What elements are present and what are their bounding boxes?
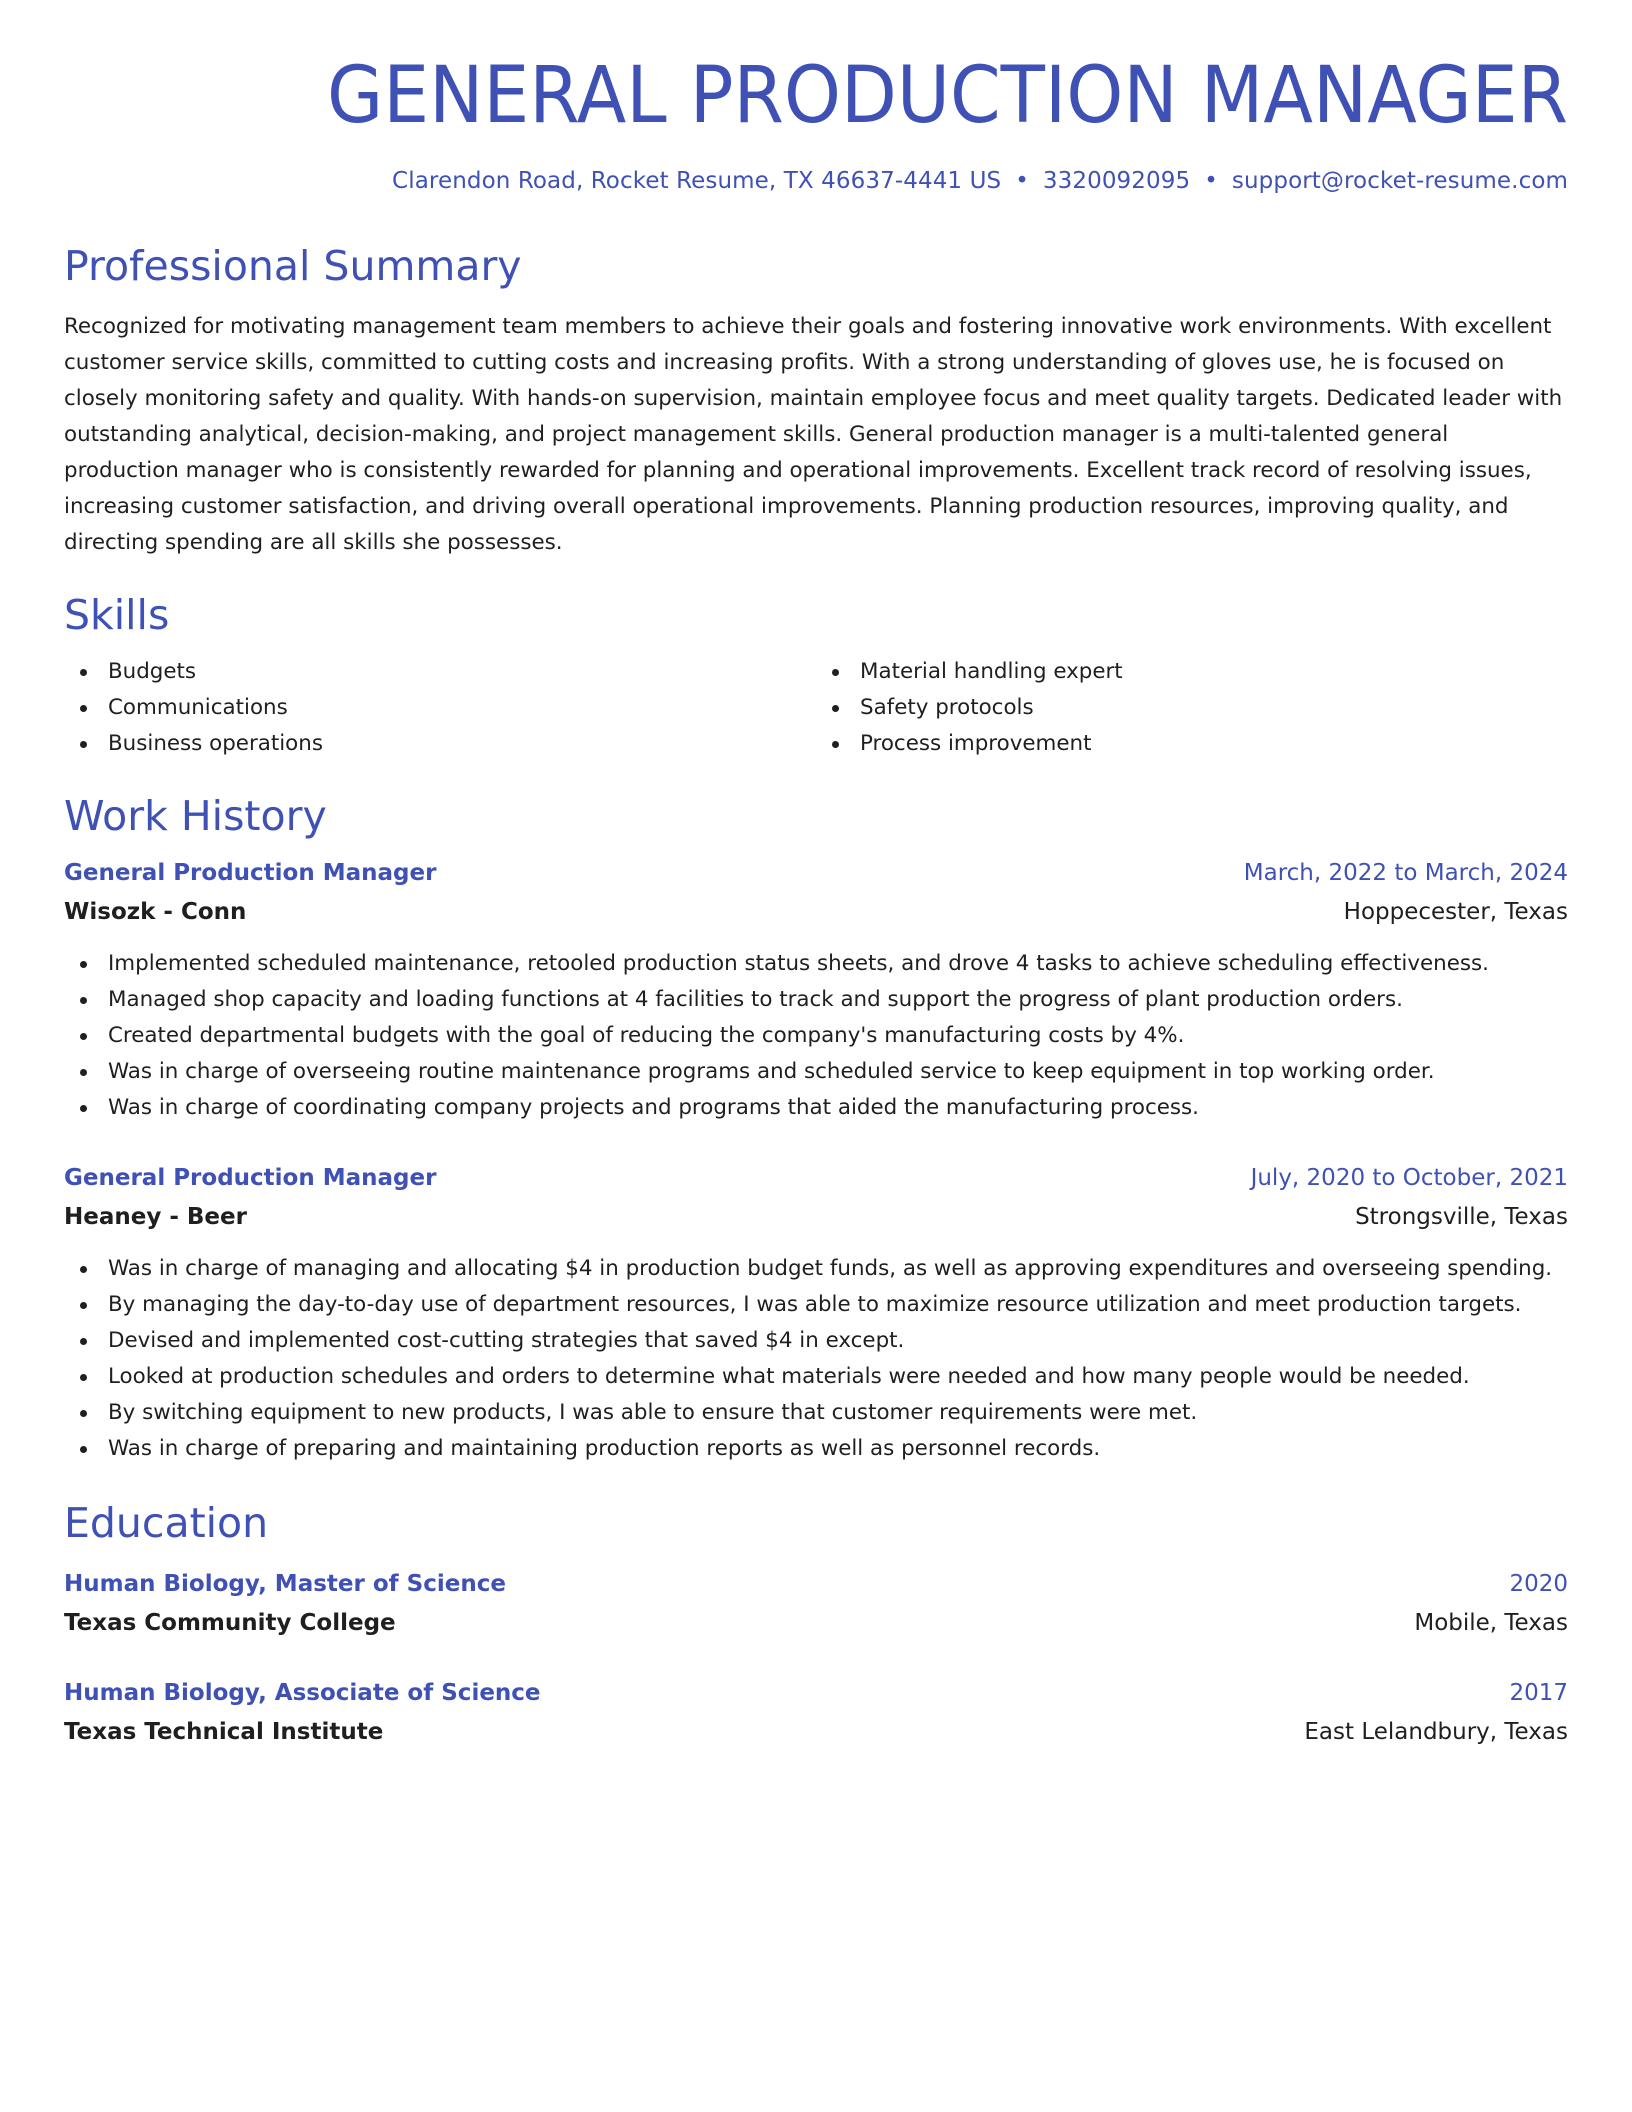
job-dates: March, 2022 to March, 2024: [1243, 860, 1568, 887]
education-header-row: [64, 1675, 1568, 1711]
resume-title: GENERAL PRODUCTION MANAGER: [327, 51, 1569, 141]
skills-heading: Skills: [64, 590, 170, 639]
job-bullet: Devised and implemented cost-cutting strategies that saved $4 in except.: [64, 1323, 1568, 1359]
job-bullet: Implemented scheduled maintenance, retooled production status sheets, and drove 4 tasks to achieve scheduling effectiveness.: [64, 946, 1568, 982]
job-title: General Production Manager: [64, 860, 437, 887]
summary-section: [64, 242, 1568, 561]
job-org-row: [64, 1196, 1568, 1235]
skill-item: Material handling expert: [816, 654, 1568, 690]
work-history-heading: Work History: [64, 792, 327, 841]
contact-address: Clarendon Road, Rocket Resume, TX 46637-4441 US: [392, 167, 1002, 194]
job-bullets: [64, 1251, 1568, 1467]
job-bullet: Was in charge of preparing and maintaining production reports as well as personnel records.: [64, 1431, 1568, 1467]
job-bullet: Managed shop capacity and loading functions at 4 facilities to track and support the progress of plant production orders.: [64, 982, 1568, 1018]
job-bullet: Was in charge of overseeing routine maintenance programs and scheduled service to keep equipment in top working order.: [64, 1054, 1568, 1090]
job-bullet: Created departmental budgets with the goal of reducing the company's manufacturing costs by 4%.: [64, 1018, 1568, 1054]
education-year: 2017: [1509, 1680, 1568, 1707]
education-school-row: [64, 1602, 1568, 1641]
job-bullet: By managing the day-to-day use of department resources, I was able to maximize resource utilization and meet production targets.: [64, 1287, 1568, 1323]
contact-separator: •: [1015, 167, 1029, 194]
skills-section: [64, 591, 1568, 762]
skill-item: Safety protocols: [816, 690, 1568, 726]
education-degree: Human Biology, Associate of Science: [64, 1680, 541, 1707]
contact-phone: 3320092095: [1042, 167, 1191, 194]
job-company: Heaney - Beer: [64, 1204, 247, 1231]
education-degree: Human Biology, Master of Science: [64, 1571, 506, 1598]
job-entry: [64, 855, 1568, 1126]
job-header-row: [64, 855, 1568, 891]
education-entry: [64, 1566, 1568, 1641]
skill-item: Business operations: [64, 726, 816, 762]
skills-column-right: [816, 654, 1568, 762]
job-bullets: [64, 946, 1568, 1126]
education-heading: Education: [64, 1499, 269, 1548]
job-location: Strongsville, Texas: [1355, 1204, 1568, 1231]
education-entry: [64, 1675, 1568, 1750]
education-location: East Lelandbury, Texas: [1304, 1719, 1568, 1746]
job-location: Hoppecester, Texas: [1343, 899, 1568, 926]
contact-line: [64, 168, 1568, 194]
job-dates: July, 2020 to October, 2021: [1250, 1165, 1568, 1192]
education-school-row: [64, 1711, 1568, 1750]
education-year: 2020: [1509, 1571, 1568, 1598]
education-school: Texas Technical Institute: [64, 1719, 384, 1746]
job-entry: [64, 1160, 1568, 1467]
summary-text: Recognized for motivating management team members to achieve their goals and fostering innovative work environments. With excellent customer service skills, committed to cutting costs and increasing profits. With a strong understanding of gloves use, he is focused on closely monitoring safety and quality. With hands-on supervision, maintain employee focus and meet quality targets. Dedicated leader with outstanding analytical, decision-making, and project management skills. General production manager is a multi-talented general production manager who is consistently rewarded for planning and operational improvements. Excellent track record of resolving issues, increasing customer satisfaction, and driving overall operational improvements. Planning production resources, improving quality, and directing spending are all skills she possesses.: [64, 313, 1563, 555]
education-header-row: [64, 1566, 1568, 1602]
job-title: General Production Manager: [64, 1165, 437, 1192]
job-bullet: By switching equipment to new products, I was able to ensure that customer requirements were met.: [64, 1395, 1568, 1431]
job-org-row: [64, 891, 1568, 930]
education-location: Mobile, Texas: [1414, 1610, 1568, 1637]
education-section: [64, 1499, 1568, 1750]
job-bullet: Was in charge of coordinating company projects and programs that aided the manufacturing process.: [64, 1090, 1568, 1126]
job-company: Wisozk - Conn: [64, 899, 247, 926]
job-header-row: [64, 1160, 1568, 1196]
job-bullet: Was in charge of managing and allocating $4 in production budget funds, as well as approving expenditures and overseeing spending.: [64, 1251, 1568, 1287]
skills-column-left: [64, 654, 816, 762]
summary-heading: Professional Summary: [64, 241, 522, 290]
contact-email: support@rocket-resume.com: [1231, 167, 1568, 194]
skills-grid: [64, 654, 1568, 762]
education-school: Texas Community College: [64, 1610, 396, 1637]
work-history-section: [64, 792, 1568, 1467]
skill-item: Budgets: [64, 654, 816, 690]
skill-item: Process improvement: [816, 726, 1568, 762]
contact-separator: •: [1204, 167, 1218, 194]
skill-item: Communications: [64, 690, 816, 726]
job-bullet: Looked at production schedules and orders to determine what materials were needed and how many people would be needed.: [64, 1359, 1568, 1395]
